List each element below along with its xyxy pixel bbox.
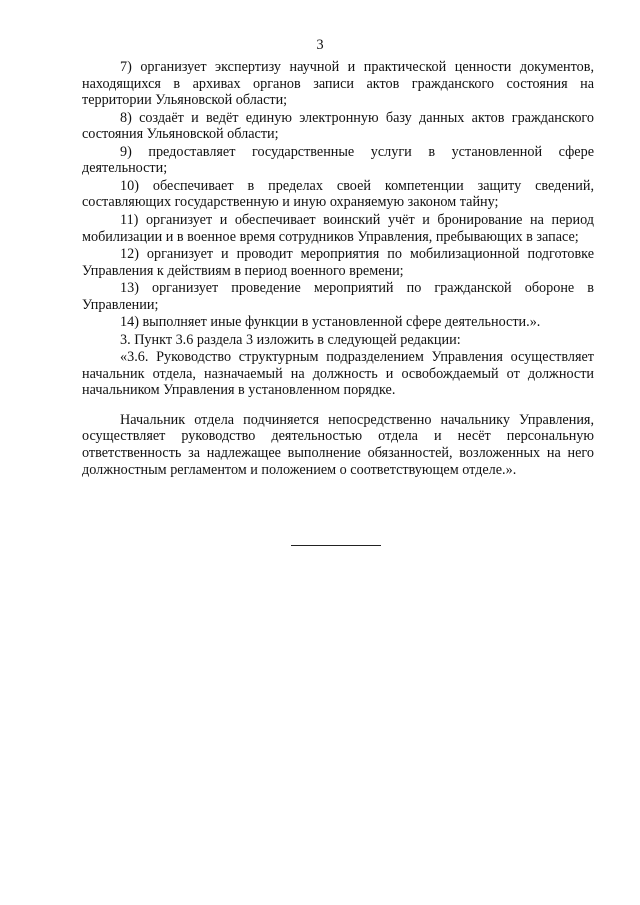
list-item-13: 13) организует проведение мероприятий по гражданской обороне в Управлении; — [82, 280, 594, 313]
amendment-point-3: 3. Пункт 3.6 раздела 3 изложить в следующей редакции: — [120, 331, 461, 348]
list-item-12: 12) организует и проводит мероприятия по мобилизационной подготовке Управления к действиям в период военного времени; — [82, 245, 594, 279]
clause-3-6-continuation: Начальник отдела подчиняется непосредственно начальнику Управления, осуществляет руководство деятельностью отдела и несёт персональную ответственность за надлежащее выполнение обязанностей, возложенных на него должностным регламентом и положением о соответствующем отделе.». — [82, 411, 594, 478]
list-item-11: 11) организует и обеспечивает воинский учёт и бронирование на период мобилизации и в военное время сотрудников Управления, пребывающих в запасе; — [82, 211, 594, 245]
list-item-9: 9) предоставляет государственные услуги в установленной сфере деятельности; — [82, 143, 594, 177]
list-item-8: 8) создаёт и ведёт единую электронную базу данных актов гражданского состояния Ульяновской области; — [82, 109, 594, 143]
list-item-14: 14) выполняет иные функции в установленной сфере деятельности.». — [120, 314, 541, 331]
clause-3-6: «3.6. Руководство структурным подразделением Управления осуществляет начальник отдела, назначаемый на должность и освобождаемый от должности начальником Управления в установленном порядке. — [82, 349, 594, 399]
page-number: 3 — [316, 37, 324, 53]
list-item-7: 7) организует экспертизу научной и практической ценности документов, находящихся в архивах органов записи актов гражданского состояния на территории Ульяновской области; — [82, 59, 594, 109]
document-body — [82, 59, 594, 479]
end-divider-line — [291, 545, 381, 546]
list-item-10: 10) обеспечивает в пределах своей компетенции защиту сведений, составляющих государственную и иную охраняемую законом тайну; — [82, 177, 594, 211]
